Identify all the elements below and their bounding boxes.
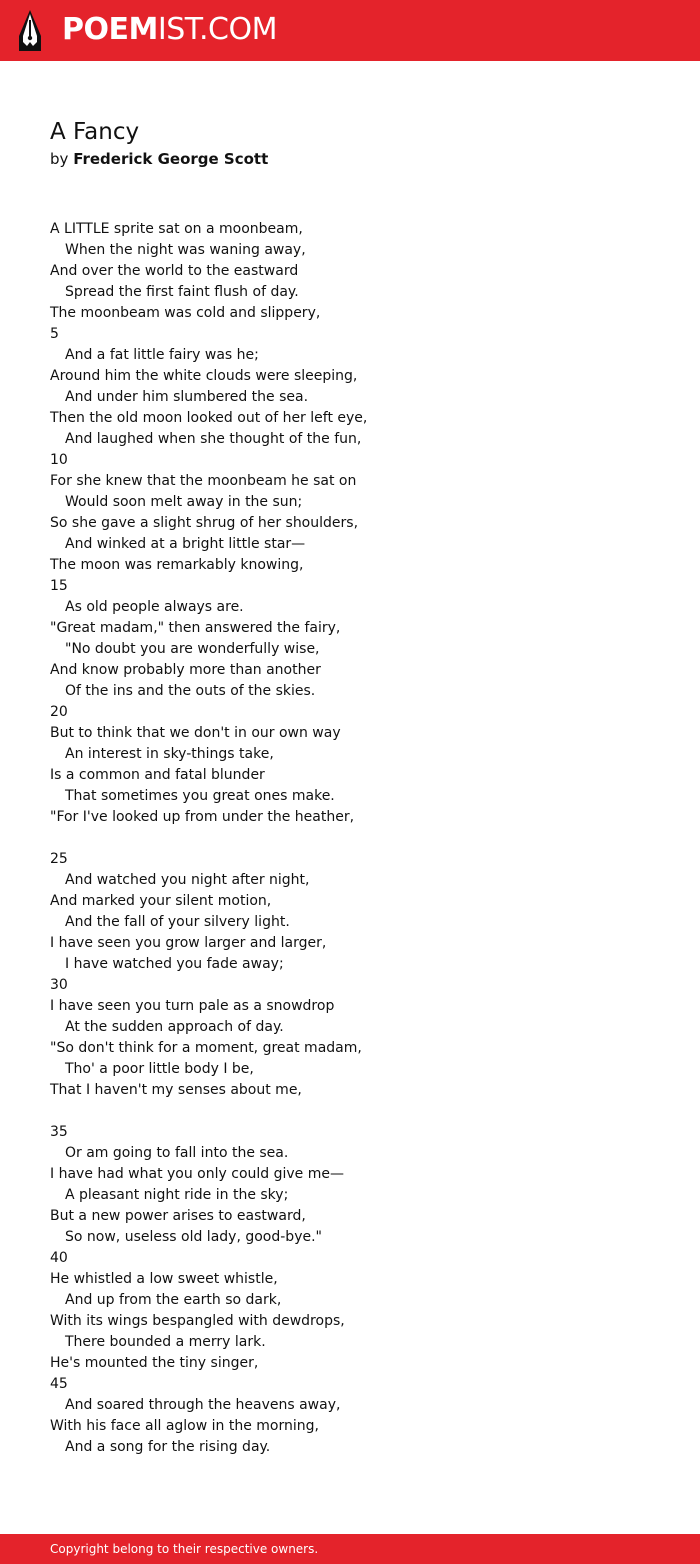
line-number: 10	[50, 452, 68, 468]
site-header	[0, 0, 700, 61]
poem-line: Then the old moon looked out of her left eye,	[50, 410, 368, 426]
poem-line: "Great madam," then answered the fairy,	[50, 620, 341, 636]
poem-line: Spread the first faint flush of day.	[65, 284, 299, 300]
poem-line: A pleasant night ride in the sky;	[65, 1187, 289, 1203]
poem-line: The moon was remarkably knowing,	[50, 557, 304, 573]
line-number: 45	[50, 1376, 68, 1392]
line-number: 15	[50, 578, 68, 594]
poem-line: He's mounted the tiny singer,	[50, 1355, 259, 1371]
line-number: 20	[50, 704, 68, 720]
poem-line: With its wings bespangled with dewdrops,	[50, 1313, 345, 1329]
poem-line: So now, useless old lady, good-bye."	[65, 1229, 322, 1245]
copyright-text: Copyright belong to their respective owners.	[50, 1542, 319, 1556]
poem-line: He whistled a low sweet whistle,	[50, 1271, 278, 1287]
poem-line: When the night was waning away,	[65, 242, 306, 258]
poem-line: And winked at a bright little star—	[65, 536, 306, 552]
logo-light-text: IST.COM	[157, 12, 277, 47]
poem-line: And a song for the rising day.	[65, 1439, 271, 1455]
line-number: 35	[50, 1124, 68, 1140]
poem-line: And up from the earth so dark,	[65, 1292, 282, 1308]
poem-line: That I haven't my senses about me,	[50, 1082, 302, 1098]
poem-line: Of the ins and the outs of the skies.	[65, 683, 316, 699]
poem-line: That sometimes you great ones make.	[65, 788, 335, 804]
poem-body	[50, 219, 650, 1458]
poem-line: Around him the white clouds were sleeping,	[50, 368, 358, 384]
poem-line: For she knew that the moonbeam he sat on	[50, 473, 357, 489]
poem-line: "No doubt you are wonderfully wise,	[65, 641, 320, 657]
line-number: 40	[50, 1250, 68, 1266]
poem-line: And the fall of your silvery light.	[65, 914, 290, 930]
poem-line: At the sudden approach of day.	[65, 1019, 284, 1035]
poem-line: I have seen you grow larger and larger,	[50, 935, 327, 951]
poem-line: With his face all aglow in the morning,	[50, 1418, 319, 1434]
poem-line	[50, 828, 650, 849]
poem-line: The moonbeam was cold and slippery,	[50, 305, 321, 321]
poem-line: But a new power arises to eastward,	[50, 1208, 306, 1224]
site-footer	[0, 1534, 700, 1564]
line-number: 5	[50, 326, 59, 342]
poem-line: And marked your silent motion,	[50, 893, 272, 909]
poem-line: And know probably more than another	[50, 662, 321, 678]
poem-line: I have seen you turn pale as a snowdrop	[50, 998, 335, 1014]
poem-line	[50, 1101, 650, 1122]
poem-line: But to think that we don't in our own way	[50, 725, 341, 741]
poem-line: A LITTLE sprite sat on a moonbeam,	[50, 221, 303, 237]
poem-line: Is a common and fatal blunder	[50, 767, 265, 783]
poem-line: "For I've looked up from under the heather,	[50, 809, 355, 825]
poem-byline	[50, 149, 268, 169]
poem-line: And over the world to the eastward	[50, 263, 299, 279]
poem-line: And watched you night after night,	[65, 872, 310, 888]
poem-line: And soared through the heavens away,	[65, 1397, 341, 1413]
poem-line: And a fat little fairy was he;	[65, 347, 259, 363]
poem-line: There bounded a merry lark.	[65, 1334, 266, 1350]
poem-line: Tho' a poor little body I be,	[65, 1061, 254, 1077]
pen-nib-icon[interactable]	[18, 10, 42, 52]
poem-line: "So don't think for a moment, great madam,	[50, 1040, 362, 1056]
poem-author: Frederick George Scott	[73, 150, 269, 168]
poem-title: A Fancy	[50, 119, 140, 145]
poem-line: An interest in sky-things take,	[65, 746, 274, 762]
poem-line: And laughed when she thought of the fun,	[65, 431, 362, 447]
site-logo[interactable]	[62, 13, 277, 47]
line-number: 25	[50, 851, 68, 867]
poem-line: Or am going to fall into the sea.	[65, 1145, 289, 1161]
poem-line: As old people always are.	[65, 599, 244, 615]
line-number: 30	[50, 977, 68, 993]
poem-line: Would soon melt away in the sun;	[65, 494, 303, 510]
by-label: by	[50, 150, 69, 168]
poem-line: So she gave a slight shrug of her shoulders,	[50, 515, 359, 531]
poem-line: I have watched you fade away;	[65, 956, 284, 972]
logo-bold-text: POEM	[62, 12, 158, 47]
poem-line: I have had what you only could give me—	[50, 1166, 344, 1182]
poem-line: And under him slumbered the sea.	[65, 389, 309, 405]
